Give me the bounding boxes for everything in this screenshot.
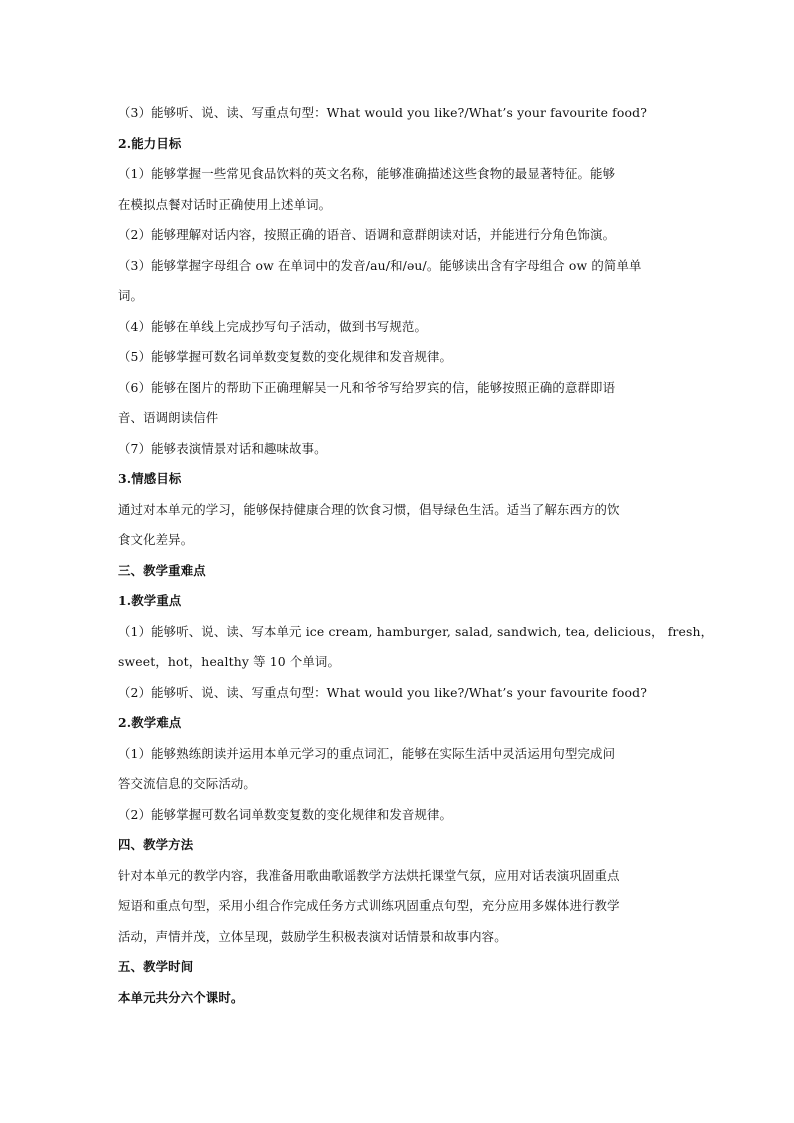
body-text-line: （2）能够理解对话内容，按照正确的语音、语调和意群朗读对话，并能进行分角色饰演。 xyxy=(118,227,616,242)
body-text-line: 针对本单元的教学内容，我准备用歌曲歌谣教学方法烘托课堂气氛，应用对话表演巩固重点 xyxy=(118,867,620,883)
body-text-line: 短语和重点句型，采用小组合作完成任务方式训练巩固重点句型，充分应用多媒体进行教学 xyxy=(118,898,620,913)
section-heading: 四、教学方法 xyxy=(118,837,194,852)
body-text-line: 音、语调朗读信件 xyxy=(118,410,219,425)
body-text-line: （4）能够在单线上完成抄写句子活动，做到书写规范。 xyxy=(118,318,428,334)
section-heading: 2.教学难点 xyxy=(118,715,182,730)
body-text-line: （1）能够听、说、读、写本单元 ice cream, hamburger, salad, sandwich, tea, delicious， fresh， xyxy=(118,623,714,639)
body-text-line: （1）能够掌握一些常见食品饮料的英文名称，能够准确描述这些食物的最显著特征。能够 xyxy=(118,166,616,181)
body-text-line: 答交流信息的交际活动。 xyxy=(118,776,256,791)
body-text-line: （5）能够掌握可数名词单数变复数的变化规律和发音规律。 xyxy=(118,349,453,364)
document-page xyxy=(118,98,714,1013)
body-text-line: （2）能够听、说、读、写重点句型：What would you like?/What’s your favourite food? xyxy=(118,684,647,700)
section-heading: 3.情感目标 xyxy=(118,471,182,486)
section-heading: 本单元共分六个课时。 xyxy=(118,989,244,1005)
body-text-line: （3）能够听、说、读、写重点句型：What would you like?/What’s your favourite food? xyxy=(118,105,647,120)
body-text-line: sweet，hot，healthy 等 10 个单词。 xyxy=(118,654,341,669)
body-text-line: 在模拟点餐对话时正确使用上述单词。 xyxy=(118,196,332,212)
body-text-line: 活动，声情并茂，立体呈现，鼓励学生积极表演对话情景和故事内容。 xyxy=(118,928,507,944)
section-heading: 2.能力目标 xyxy=(118,135,182,151)
body-text-line: 通过对本单元的学习，能够保持健康合理的饮食习惯，倡导绿色生活。适当了解东西方的饮 xyxy=(118,501,620,517)
section-heading: 五、教学时间 xyxy=(118,959,194,974)
body-text-line: （2）能够掌握可数名词单数变复数的变化规律和发音规律。 xyxy=(118,806,453,822)
section-heading: 三、教学重难点 xyxy=(118,562,206,578)
section-heading: 1.教学重点 xyxy=(118,593,182,608)
body-text-line: （7）能够表演情景对话和趣味故事。 xyxy=(118,440,327,456)
body-text-line: （3）能够掌握字母组合 ow 在单词中的发音/au/和/əu/。能够读出含有字母组合 ow 的简单单 xyxy=(118,257,642,273)
body-text-line: 词。 xyxy=(118,288,144,303)
body-text-line: （6）能够在图片的帮助下正确理解吴一凡和爷爷写给罗宾的信，能够按照正确的意群即语 xyxy=(118,379,616,395)
body-text-line: 食文化差异。 xyxy=(118,532,194,547)
body-text-line: （1）能够熟练朗读并运用本单元学习的重点词汇，能够在实际生活中灵活运用句型完成问 xyxy=(118,745,616,761)
